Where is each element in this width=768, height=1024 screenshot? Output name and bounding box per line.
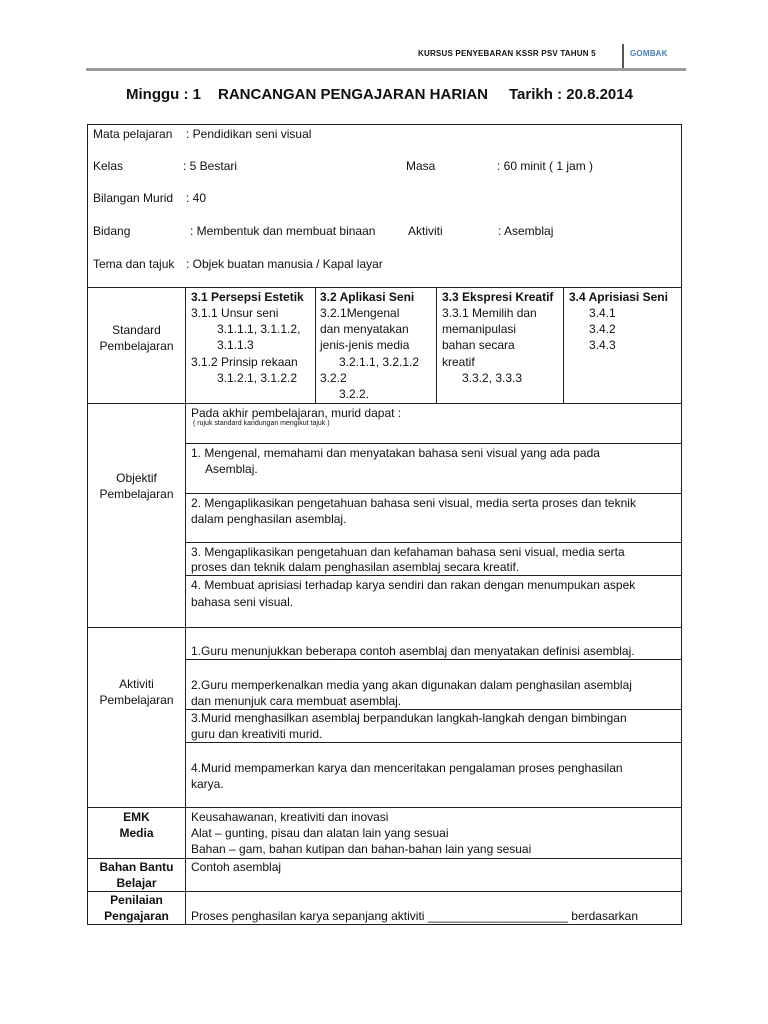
time-label: Masa [406, 159, 436, 173]
objectives-intro: Pada akhir pembelajaran, murid dapat : [191, 406, 402, 420]
time-value: : 60 minit ( 1 jam ) [497, 159, 594, 173]
district-header: GOMBAK [630, 49, 668, 58]
class-label: Kelas [93, 159, 124, 173]
class-value: : 5 Bestari [183, 159, 238, 173]
activities-label: Aktiviti Pembelajaran [99, 677, 174, 707]
standard-label: Standard Pembelajaran [99, 323, 174, 353]
activity-label: Aktiviti [408, 224, 443, 238]
header-rule [86, 68, 686, 71]
objectives-label: Objektif Pembelajaran [99, 471, 174, 501]
field-label: Bidang [93, 224, 131, 238]
subject-value: : Pendidikan seni visual [186, 127, 312, 141]
materials-label: Bahan Bantu Belajar [99, 860, 174, 890]
header-separator [622, 44, 624, 68]
activity-value: : Asemblaj [498, 224, 554, 238]
theme-label: Tema dan tajuk [93, 257, 175, 271]
materials-value: Contoh asemblaj [191, 860, 282, 874]
subject-label: Mata pelajaran [93, 127, 173, 141]
emk-label: EMK Media [119, 810, 154, 840]
theme-value: : Objek buatan manusia / Kapal layar [186, 257, 383, 271]
students-value: : 40 [186, 191, 207, 205]
objectives-note: ( rujuk standard kandungan mengikut tajuk ) [193, 420, 330, 427]
assessment-value: Proses penghasilan karya sepanjang aktiviti _____________________ berdasarkan [191, 909, 638, 923]
field-value: : Membentuk dan membuat binaan [190, 224, 376, 238]
page-title: RANCANGAN PENGAJARAN HARIAN [218, 86, 489, 103]
students-label: Bilangan Murid [93, 191, 174, 205]
course-header: KURSUS PENYEBARAN KSSR PSV TAHUN 5 [418, 49, 596, 58]
week-title: Minggu : 1 [126, 86, 201, 103]
date-title: Tarikh : 20.8.2014 [509, 86, 633, 103]
assessment-label: Penilaian Pengajaran [104, 893, 169, 923]
